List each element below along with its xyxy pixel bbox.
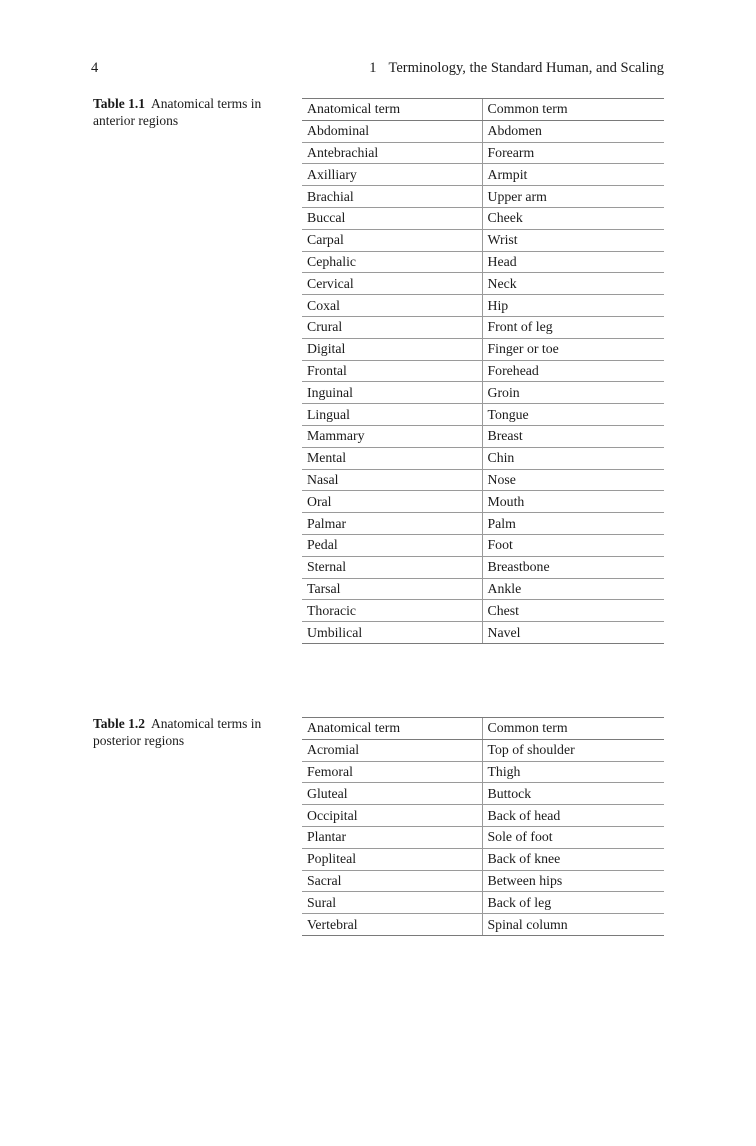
table-row <box>302 870 664 892</box>
table-row <box>302 229 664 251</box>
anatomical-term-cell: Pedal <box>302 534 482 556</box>
anatomical-term-cell: Oral <box>302 491 482 513</box>
table-header-row <box>302 99 664 121</box>
common-term-cell: Head <box>482 251 664 273</box>
anatomical-term-cell: Axilliary <box>302 164 482 186</box>
table-row <box>302 534 664 556</box>
table-row <box>302 491 664 513</box>
column-header: Anatomical term <box>302 99 482 121</box>
anatomical-term-cell: Carpal <box>302 229 482 251</box>
table-header-row <box>302 718 664 740</box>
table-row <box>302 826 664 848</box>
table-posterior-regions <box>302 717 664 936</box>
common-term-cell: Ankle <box>482 578 664 600</box>
table-1-label: Table 1.1 <box>93 96 146 111</box>
table-row <box>302 848 664 870</box>
anatomical-term-cell: Femoral <box>302 761 482 783</box>
common-term-cell: Wrist <box>482 229 664 251</box>
anatomical-term-cell: Crural <box>302 316 482 338</box>
common-term-cell: Foot <box>482 534 664 556</box>
table-row <box>302 761 664 783</box>
table-row <box>302 273 664 295</box>
common-term-cell: Finger or toe <box>482 338 664 360</box>
anatomical-term-cell: Vertebral <box>302 914 482 936</box>
common-term-cell: Tongue <box>482 404 664 426</box>
page-number: 4 <box>91 60 99 76</box>
table-row <box>302 805 664 827</box>
anatomical-term-cell: Brachial <box>302 186 482 208</box>
table-row <box>302 404 664 426</box>
common-term-cell: Groin <box>482 382 664 404</box>
column-header: Common term <box>482 99 664 121</box>
anatomical-term-cell: Antebrachial <box>302 142 482 164</box>
common-term-cell: Armpit <box>482 164 664 186</box>
table-anterior-regions <box>302 98 664 644</box>
table-row <box>302 207 664 229</box>
anatomical-term-cell: Umbilical <box>302 622 482 644</box>
anatomical-term-cell: Acromial <box>302 739 482 761</box>
table-row <box>302 600 664 622</box>
table-1-body <box>302 120 664 643</box>
common-term-cell: Abdomen <box>482 120 664 142</box>
common-term-cell: Mouth <box>482 491 664 513</box>
common-term-cell: Thigh <box>482 761 664 783</box>
table-row <box>302 556 664 578</box>
table-row <box>302 783 664 805</box>
anatomical-term-cell: Tarsal <box>302 578 482 600</box>
common-term-cell: Navel <box>482 622 664 644</box>
anatomical-term-cell: Nasal <box>302 469 482 491</box>
anatomical-term-cell: Cervical <box>302 273 482 295</box>
table-1-caption <box>93 95 283 129</box>
common-term-cell: Hip <box>482 295 664 317</box>
common-term-cell: Cheek <box>482 207 664 229</box>
table-2-body <box>302 739 664 935</box>
table-row <box>302 120 664 142</box>
table-row <box>302 251 664 273</box>
common-term-cell: Back of knee <box>482 848 664 870</box>
anatomical-term-cell: Sternal <box>302 556 482 578</box>
table-row <box>302 316 664 338</box>
anatomical-term-cell: Inguinal <box>302 382 482 404</box>
chapter-number: 1 <box>369 60 377 76</box>
common-term-cell: Breast <box>482 425 664 447</box>
column-header: Common term <box>482 718 664 740</box>
anatomical-term-cell: Plantar <box>302 826 482 848</box>
anatomical-term-cell: Sacral <box>302 870 482 892</box>
anatomical-term-cell: Buccal <box>302 207 482 229</box>
anatomical-term-cell: Mammary <box>302 425 482 447</box>
common-term-cell: Between hips <box>482 870 664 892</box>
common-term-cell: Back of leg <box>482 892 664 914</box>
table-row <box>302 469 664 491</box>
common-term-cell: Chest <box>482 600 664 622</box>
table-row <box>302 513 664 535</box>
anatomical-term-cell: Lingual <box>302 404 482 426</box>
anatomical-term-cell: Cephalic <box>302 251 482 273</box>
table-row <box>302 164 664 186</box>
table-2-caption-text: Anatomical terms in posterior regions <box>93 716 262 748</box>
common-term-cell: Buttock <box>482 783 664 805</box>
table-row <box>302 382 664 404</box>
running-head <box>369 60 664 77</box>
anatomical-term-cell: Thoracic <box>302 600 482 622</box>
table-1-caption-text: Anatomical terms in anterior regions <box>93 96 262 128</box>
table-row <box>302 360 664 382</box>
table-row <box>302 295 664 317</box>
table-2-caption <box>93 715 283 749</box>
anatomical-term-cell: Occipital <box>302 805 482 827</box>
table-row <box>302 338 664 360</box>
table-row <box>302 892 664 914</box>
table-row <box>302 142 664 164</box>
anatomical-term-cell: Sural <box>302 892 482 914</box>
common-term-cell: Sole of foot <box>482 826 664 848</box>
common-term-cell: Forearm <box>482 142 664 164</box>
common-term-cell: Breastbone <box>482 556 664 578</box>
common-term-cell: Neck <box>482 273 664 295</box>
common-term-cell: Chin <box>482 447 664 469</box>
table-row <box>302 186 664 208</box>
anatomical-term-cell: Coxal <box>302 295 482 317</box>
anatomical-term-cell: Mental <box>302 447 482 469</box>
common-term-cell: Top of shoulder <box>482 739 664 761</box>
table-row <box>302 914 664 936</box>
common-term-cell: Forehead <box>482 360 664 382</box>
common-term-cell: Back of head <box>482 805 664 827</box>
anatomical-term-cell: Gluteal <box>302 783 482 805</box>
anatomical-term-cell: Palmar <box>302 513 482 535</box>
table-row <box>302 425 664 447</box>
common-term-cell: Upper arm <box>482 186 664 208</box>
common-term-cell: Front of leg <box>482 316 664 338</box>
chapter-title: Terminology, the Standard Human, and Scaling <box>388 60 664 76</box>
table-row <box>302 578 664 600</box>
table-row <box>302 447 664 469</box>
anatomical-term-cell: Frontal <box>302 360 482 382</box>
anatomical-term-cell: Digital <box>302 338 482 360</box>
anatomical-term-cell: Popliteal <box>302 848 482 870</box>
table-row <box>302 739 664 761</box>
anatomical-term-cell: Abdominal <box>302 120 482 142</box>
common-term-cell: Palm <box>482 513 664 535</box>
table-row <box>302 622 664 644</box>
common-term-cell: Nose <box>482 469 664 491</box>
table-2-label: Table 1.2 <box>93 716 146 731</box>
common-term-cell: Spinal column <box>482 914 664 936</box>
column-header: Anatomical term <box>302 718 482 740</box>
